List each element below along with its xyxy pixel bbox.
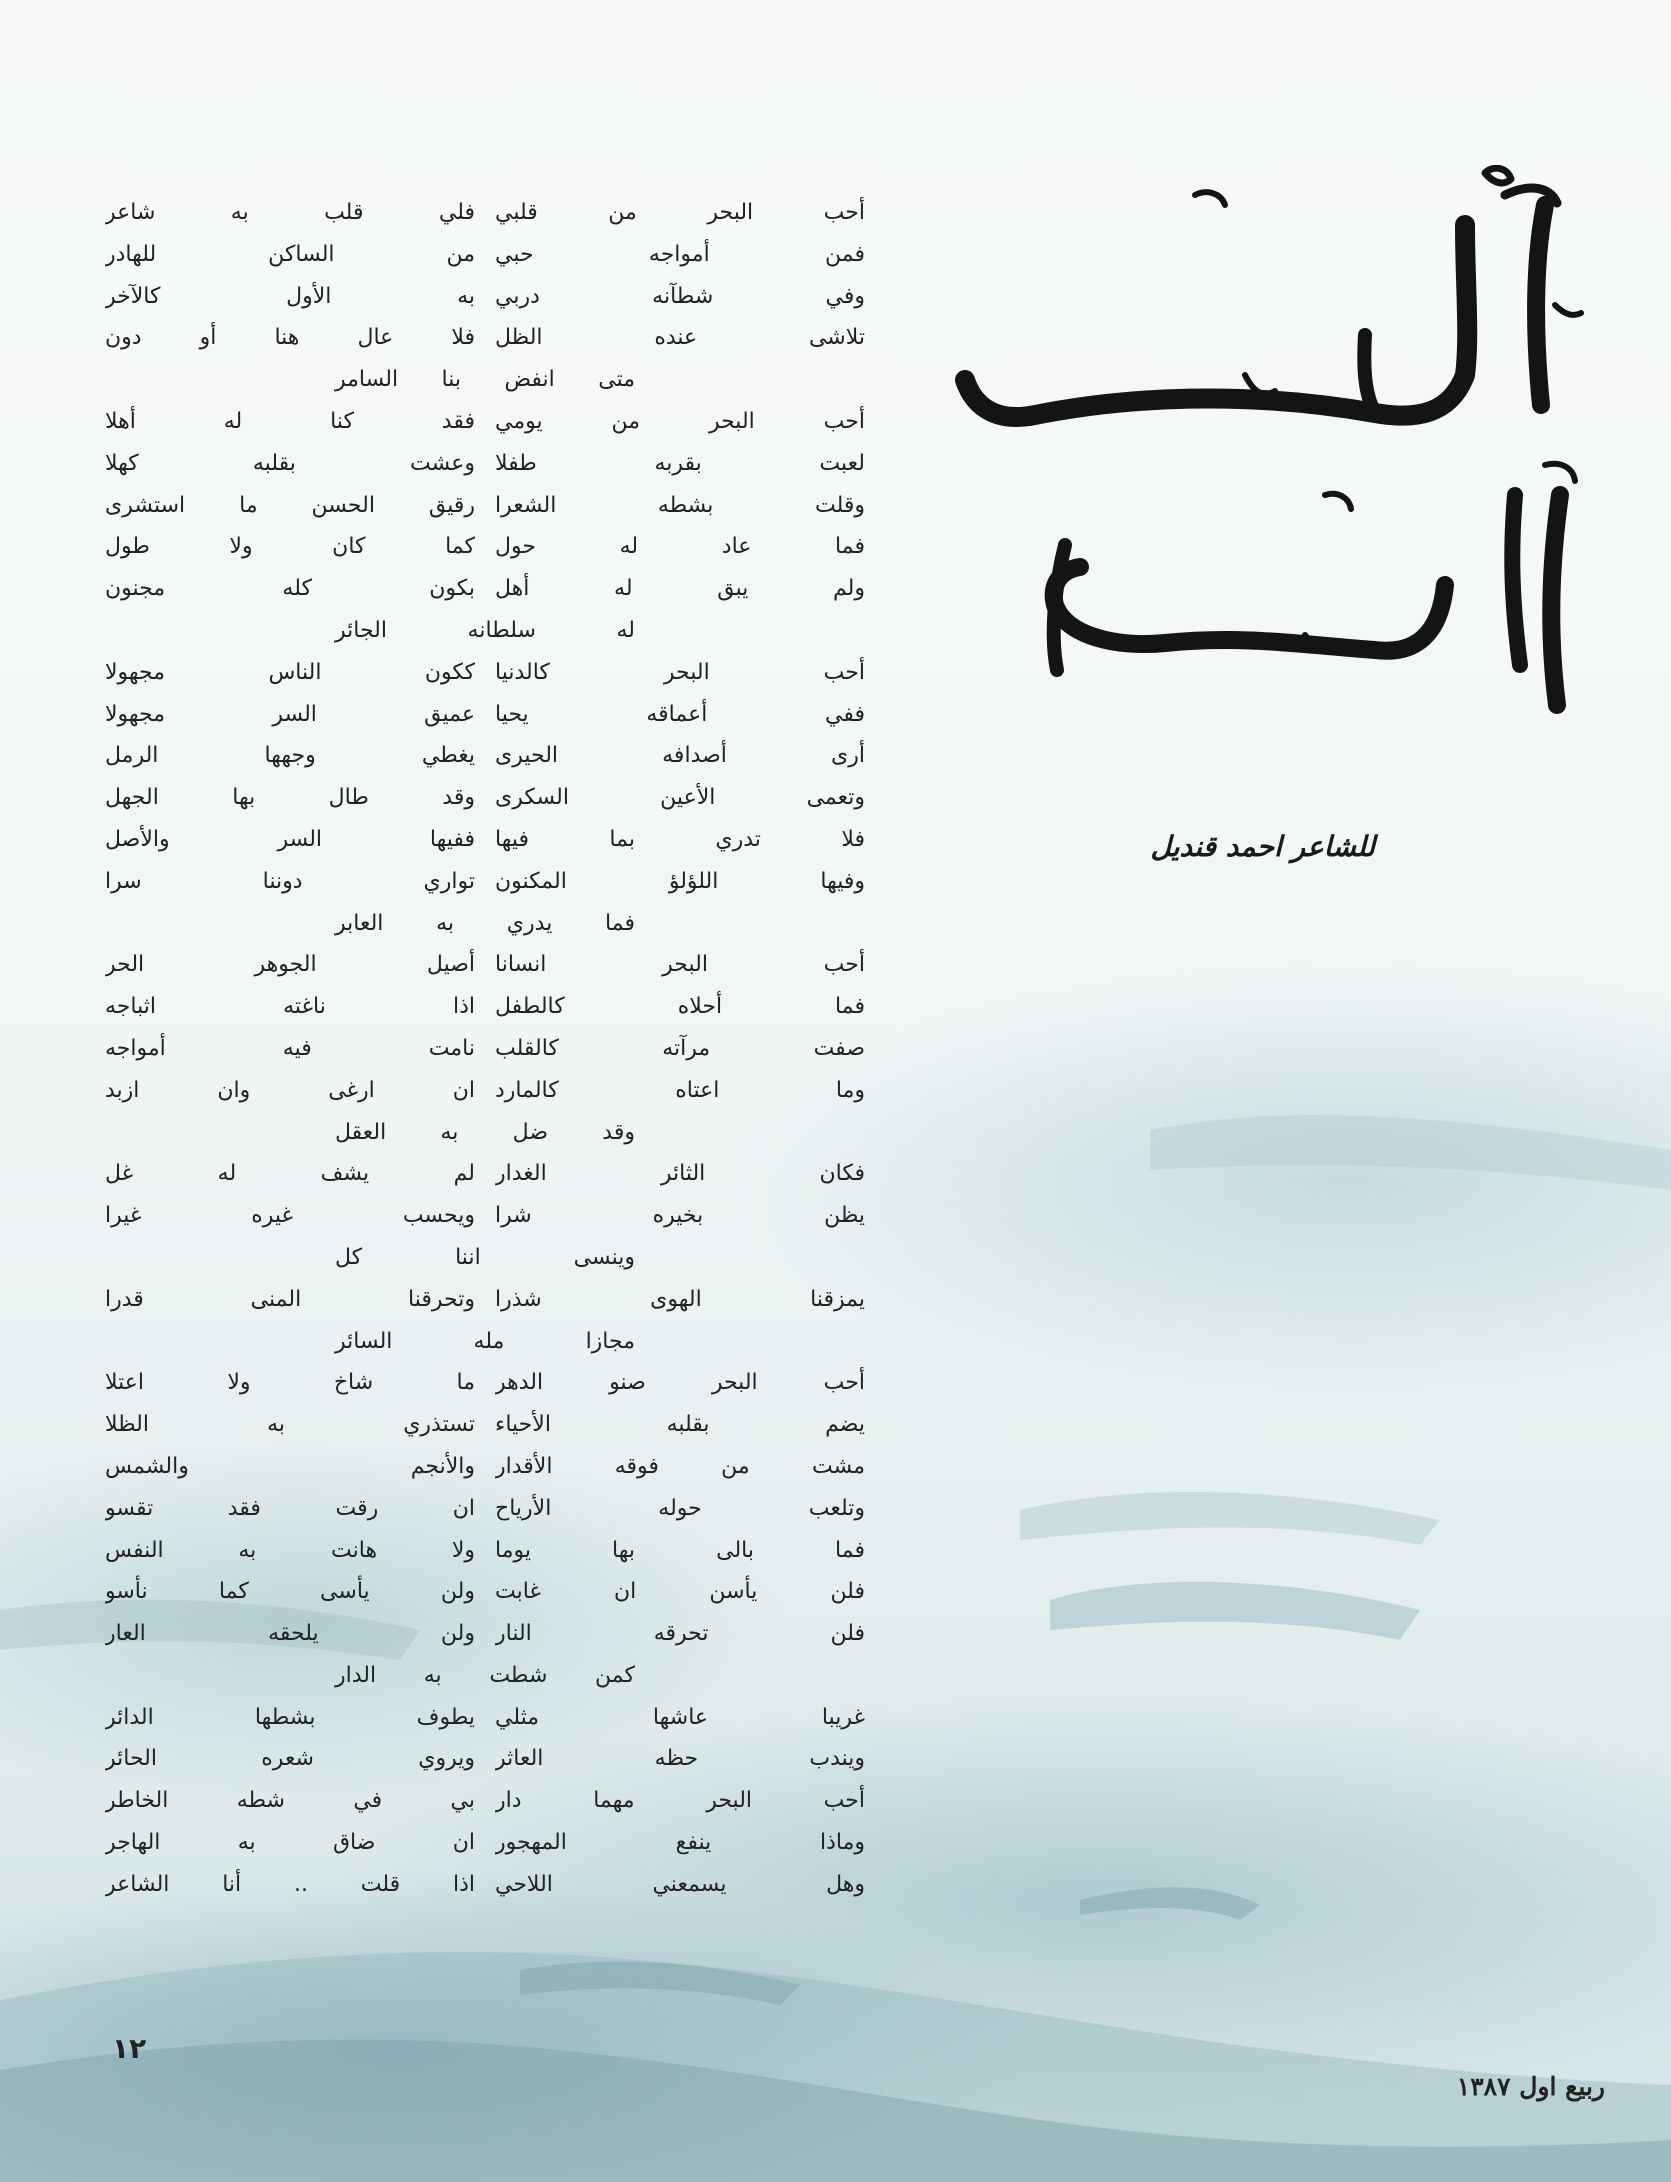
verse-second-hemistich: كما كان ولا طول	[105, 534, 475, 560]
poem-verse-line	[105, 1195, 865, 1237]
poem-verse-line	[105, 735, 865, 777]
poem-verse-line	[105, 192, 865, 234]
poem-verse-line	[105, 1864, 865, 1906]
poem-verse-line	[105, 1822, 865, 1864]
poem-refrain-line	[105, 1112, 865, 1154]
verse-first-hemistich: أحب البحر صنو الدهر	[495, 1370, 865, 1396]
poem-verse-line	[105, 1488, 865, 1530]
verse-second-hemistich: فقد كنا له أهلا	[105, 408, 475, 434]
verse-second-hemistich: ولن يلحقه العار	[105, 1621, 475, 1647]
poem-verse-line	[105, 1028, 865, 1070]
verse-second-hemistich: فلي قلب به شاعر	[105, 200, 475, 225]
verse-first-hemistich: وما اعتاه كالمارد	[495, 1077, 865, 1103]
verse-first-hemistich: أحب البحر من قلبي	[495, 200, 865, 225]
verse-second-hemistich: بي في شطه الخاطر	[105, 1788, 475, 1814]
verse-first-hemistich: ففي أعماقه يحيا	[495, 701, 865, 727]
verse-first-hemistich: فلن تحرقه النار	[495, 1621, 865, 1647]
verse-second-hemistich: أصيل الجوهر الحر	[105, 952, 475, 978]
verse-second-hemistich: نامت فيه أمواجه	[105, 1035, 475, 1061]
verse-first-hemistich: أحب البحر كالدنيا	[495, 659, 865, 685]
verse-first-hemistich: يظن بخيره شرا	[495, 1203, 865, 1229]
poem-verse-line	[105, 485, 865, 527]
verse-first-hemistich: فما أحلاه كالطفل	[495, 994, 865, 1020]
poem-verse-line	[105, 861, 865, 903]
poem-refrain-line	[105, 610, 865, 652]
verse-first-hemistich: فمن أمواجه حبي	[495, 241, 865, 267]
verse-first-hemistich: أحب البحر مهما دار	[495, 1788, 865, 1814]
verse-second-hemistich: اذا ناغته اثباجه	[105, 994, 475, 1020]
verse-first-hemistich: وفيها اللؤلؤ المكنون	[495, 868, 865, 894]
verse-second-hemistich: ان ضاق به الهاجر	[105, 1830, 475, 1856]
refrain-text: فما يدري به العابر	[335, 910, 635, 936]
verse-first-hemistich: مشت من فوقه الأقدار	[495, 1453, 865, 1479]
verse-second-hemistich: ولن يأسى كما نأسو	[105, 1579, 475, 1605]
verse-first-hemistich: فكان الثائر الغدار	[495, 1161, 865, 1187]
verse-second-hemistich: ان رقت فقد تقسو	[105, 1495, 475, 1521]
verse-first-hemistich: أحب البحر انسانا	[495, 952, 865, 978]
verse-second-hemistich: ويحسب غيره غيرا	[105, 1203, 475, 1229]
poem-verse-line	[105, 944, 865, 986]
poem-refrain-line	[105, 1321, 865, 1363]
poem-verse-line	[105, 276, 865, 318]
verse-first-hemistich: فما عاد له حول	[495, 534, 865, 560]
verse-first-hemistich: يضم بقلبه الأحياء	[495, 1412, 865, 1438]
verse-first-hemistich: وتلعب حوله الأرياح	[495, 1495, 865, 1521]
verse-first-hemistich: ويندب حظه العاثر	[495, 1746, 865, 1772]
poem-verse-line	[105, 986, 865, 1028]
poem-body	[105, 192, 865, 1906]
poem-verse-line	[105, 819, 865, 861]
verse-second-hemistich: وعشت بقلبه كهلا	[105, 450, 475, 476]
issue-date: ربيع اول ١٣٨٧	[1456, 2072, 1605, 2101]
verse-second-hemistich: عميق السر مجهولا	[105, 701, 475, 727]
poem-title-calligraphy	[945, 165, 1605, 725]
page-number: ١٢	[112, 2032, 147, 2065]
poem-verse-line	[105, 234, 865, 276]
poet-byline: للشاعر احمد قنديل	[1150, 830, 1375, 863]
verse-first-hemistich: وفي شطآنه دربي	[495, 283, 865, 309]
poem-verse-line	[105, 1404, 865, 1446]
verse-first-hemistich: وماذا ينفع المهجور	[495, 1830, 865, 1856]
verse-first-hemistich: أحب البحر من يومي	[495, 408, 865, 434]
verse-second-hemistich: والأنجم والشمس	[105, 1453, 475, 1479]
verse-first-hemistich: صفت مرآته كالقلب	[495, 1035, 865, 1061]
poem-refrain-line	[105, 359, 865, 401]
poem-verse-line	[105, 526, 865, 568]
verse-second-hemistich: فلا عال هنا أو دون	[105, 325, 475, 351]
verse-second-hemistich: به الأول كالآخر	[105, 283, 475, 309]
poem-verse-line	[105, 694, 865, 736]
verse-first-hemistich: يمزقنا الهوى شذرا	[495, 1286, 865, 1312]
poem-verse-line	[105, 1362, 865, 1404]
verse-second-hemistich: ان ارغى وان ازبد	[105, 1077, 475, 1103]
verse-second-hemistich: يطوف بشطها الدائر	[105, 1704, 475, 1730]
verse-second-hemistich: تستذري به الظلا	[105, 1412, 475, 1438]
verse-first-hemistich: فما بالى بها يوما	[495, 1537, 865, 1563]
refrain-text: له سلطانه الجائر	[335, 617, 635, 643]
poem-verse-line	[105, 1446, 865, 1488]
verse-second-hemistich: ففيها السر والأصل	[105, 826, 475, 852]
verse-second-hemistich: بكون كله مجنون	[105, 576, 475, 602]
poem-verse-line	[105, 443, 865, 485]
poem-verse-line	[105, 1070, 865, 1112]
poem-verse-line	[105, 652, 865, 694]
refrain-text: كمن شطت به الدار	[335, 1662, 635, 1688]
poem-verse-line	[105, 1697, 865, 1739]
poem-verse-line	[105, 777, 865, 819]
verse-second-hemistich: يغطي وجهها الرمل	[105, 743, 475, 769]
poem-verse-line	[105, 568, 865, 610]
verse-second-hemistich: رقيق الحسن ما استشرى	[105, 492, 475, 518]
poem-refrain-line	[105, 1655, 865, 1697]
verse-second-hemistich: ولا هانت به النفس	[105, 1537, 475, 1563]
verse-second-hemistich: ويروي شعره الحائر	[105, 1746, 475, 1772]
verse-first-hemistich: ولم يبق له أهل	[495, 576, 865, 602]
poem-verse-line	[105, 1279, 865, 1321]
refrain-text: وينسى اننا كل	[335, 1244, 635, 1270]
verse-first-hemistich: وهل يسمعني اللاحي	[495, 1871, 865, 1897]
verse-second-hemistich: وتحرقنا المنى قدرا	[105, 1286, 475, 1312]
verse-first-hemistich: تلاشى عنده الظل	[495, 325, 865, 351]
poem-verse-line	[105, 1153, 865, 1195]
refrain-text: وقد ضل به العقل	[335, 1119, 635, 1145]
poem-verse-line	[105, 1530, 865, 1572]
refrain-text: متى انفض بنا السامر	[335, 367, 635, 393]
poem-verse-line	[105, 1613, 865, 1655]
verse-second-hemistich: ما شاخ ولا اعتلا	[105, 1370, 475, 1396]
verse-second-hemistich: ككون الناس مجهولا	[105, 659, 475, 685]
verse-first-hemistich: لعبت بقربه طفلا	[495, 450, 865, 476]
verse-second-hemistich: لم يشف له غل	[105, 1161, 475, 1187]
verse-first-hemistich: غريبا عاشها مثلي	[495, 1704, 865, 1730]
poem-verse-line	[105, 1780, 865, 1822]
verse-first-hemistich: وقلت بشطه الشعرا	[495, 492, 865, 518]
poem-verse-line	[105, 1738, 865, 1780]
title-calligraphy-art	[945, 165, 1605, 725]
verse-first-hemistich: فلن يأسن ان غابت	[495, 1579, 865, 1605]
verse-second-hemistich: من الساكن للهادر	[105, 241, 475, 267]
verse-first-hemistich: فلا تدري بما فيها	[495, 826, 865, 852]
poem-refrain-line	[105, 1237, 865, 1279]
poem-refrain-line	[105, 903, 865, 945]
verse-first-hemistich: وتعمى الأعين السكرى	[495, 785, 865, 811]
refrain-text: مجازا مله السائر	[335, 1328, 635, 1354]
verse-second-hemistich: تواري دوننا سرا	[105, 868, 475, 894]
poem-verse-line	[105, 1571, 865, 1613]
verse-first-hemistich: أرى أصدافه الحيرى	[495, 743, 865, 769]
verse-second-hemistich: وقد طال بها الجهل	[105, 785, 475, 811]
poem-verse-line	[105, 317, 865, 359]
verse-second-hemistich: اذا قلت .. أنا الشاعر	[105, 1871, 475, 1897]
poem-verse-line	[105, 401, 865, 443]
